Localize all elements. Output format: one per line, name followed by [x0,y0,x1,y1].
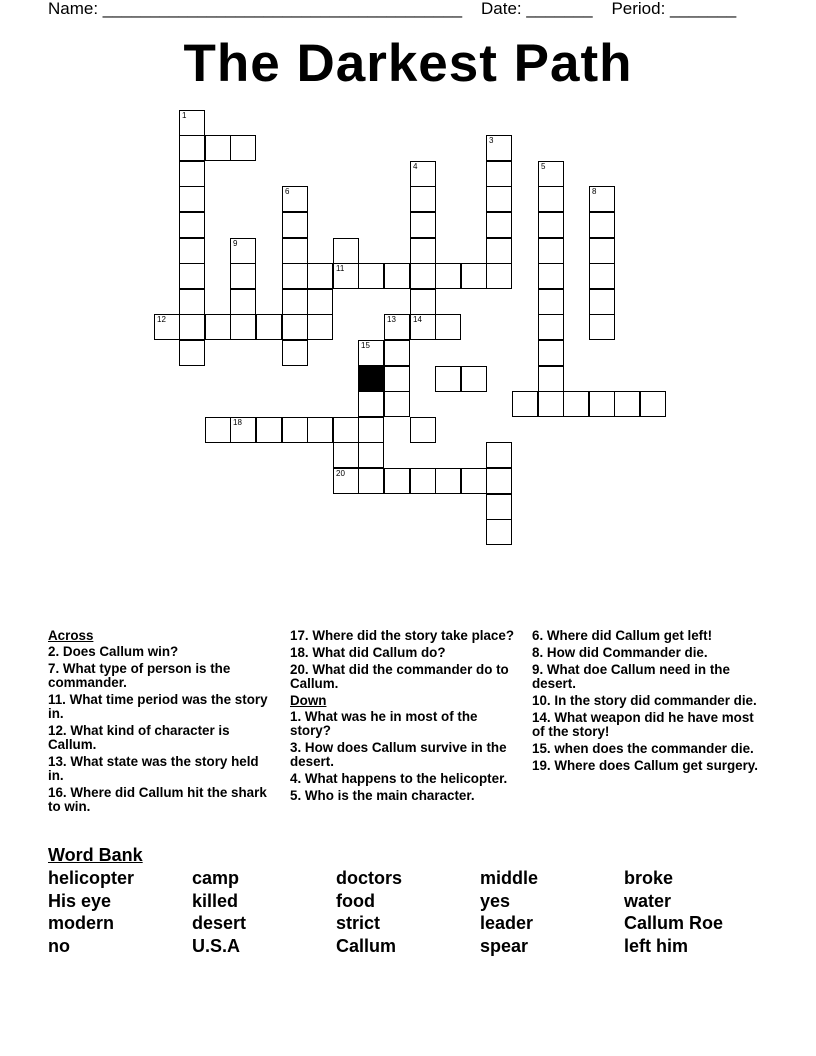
word-bank-item: water [624,890,672,911]
grid-cell[interactable] [589,289,615,315]
word-bank-item: His eye [48,890,112,911]
clue-text: What did the commander do to Callum. [290,662,509,691]
grid-cell[interactable] [384,263,410,289]
grid-cell[interactable] [179,161,205,187]
grid-cell[interactable] [205,417,231,443]
grid-cell[interactable] [589,186,615,212]
word-bank-item: Callum [336,935,397,956]
grid-cell[interactable] [230,263,256,289]
clue-text: What state was the story held in. [48,754,259,783]
clue [532,663,764,691]
grid-cell[interactable] [486,519,512,545]
grid-cell[interactable] [282,340,308,366]
grid-cell[interactable] [410,161,436,187]
down-heading: Down [290,693,327,708]
clue-number: 18. [290,645,309,660]
clue-text: What weapon did he have most of the story! [532,710,754,739]
grid-cell[interactable] [230,417,256,443]
clue [290,646,518,660]
clue-text: What kind of character is Callum. [48,723,230,752]
clue-number: 4. [290,771,302,786]
grid-cell[interactable] [282,238,308,264]
clue-number: 14. [532,710,551,725]
word-bank-item: strict [336,913,381,934]
grid-cell[interactable] [282,263,308,289]
clue-text: How does Callum survive in the desert. [290,740,507,769]
grid-cell[interactable] [179,212,205,238]
clue [48,662,276,690]
word-bank-item: modern [48,913,115,934]
grid-cell[interactable] [333,263,359,289]
grid-cell[interactable] [538,289,564,315]
grid-cell[interactable] [461,366,487,392]
grid-cell[interactable] [486,238,512,264]
grid-cell[interactable] [486,161,512,187]
clue-text: What was he in most of the story? [290,709,478,738]
clue [532,759,764,773]
grid-cell[interactable] [563,391,589,417]
period-field-label: Period: _______ [611,0,737,18]
grid-cell[interactable] [410,186,436,212]
grid-cell[interactable] [410,468,436,494]
grid-cell[interactable] [282,289,308,315]
word-bank-item: Callum Roe [624,913,724,934]
grid-cell[interactable] [205,314,231,340]
clue [48,645,276,659]
clue [290,741,518,769]
grid-cell[interactable] [230,289,256,315]
word-bank [48,867,768,957]
grid-cell[interactable] [410,289,436,315]
clue-number: 17. [290,628,309,643]
clue-text: Does Callum win? [59,644,179,659]
grid-cell[interactable] [179,135,205,161]
clue-number: 20 [336,469,345,478]
grid-cell[interactable] [179,263,205,289]
grid-cell[interactable] [358,391,384,417]
clue [48,693,276,721]
word-bank-item: broke [624,868,674,888]
clue [532,629,764,643]
grid-cell[interactable] [179,186,205,212]
grid-cell[interactable] [589,391,615,417]
grid-cell[interactable] [282,212,308,238]
word-bank-item: U.S.A [192,935,241,956]
grid-cell[interactable] [538,186,564,212]
word-bank-item: killed [192,890,239,911]
clues-column-3 [532,629,764,776]
grid-cell[interactable] [538,238,564,264]
clue-number: 3 [489,136,494,145]
word-bank-item: food [336,890,375,911]
grid-cell[interactable] [538,263,564,289]
grid-cell[interactable] [486,442,512,468]
grid-cell[interactable] [486,212,512,238]
grid-cell-black [358,366,384,392]
clue [48,755,276,783]
grid-cell[interactable] [538,391,564,417]
clue [532,711,764,739]
word-bank-title: Word Bank [48,845,143,865]
grid-cell[interactable] [205,135,231,161]
clue [290,663,518,691]
clue [532,694,764,708]
grid-cell[interactable] [640,391,666,417]
date-field-label: Date: _______ [480,0,593,18]
clue-number: 16. [48,785,67,800]
grid-cell[interactable] [538,314,564,340]
grid-cell[interactable] [384,340,410,366]
grid-cell[interactable] [410,212,436,238]
grid-cell[interactable] [358,263,384,289]
grid-cell[interactable] [486,186,512,212]
grid-cell[interactable] [384,391,410,417]
grid-cell[interactable] [307,417,333,443]
grid-cell[interactable] [435,263,461,289]
clues-column-2 [290,629,518,806]
clues-column-1 [48,629,276,817]
grid-cell[interactable] [333,468,359,494]
grid-cell[interactable] [154,314,180,340]
clue-number: 5. [290,788,302,803]
clue [48,786,276,814]
grid-cell[interactable] [333,417,359,443]
clue [48,724,276,752]
clue-text: How did Commander die. [543,645,708,660]
grid-cell[interactable] [230,238,256,264]
clue-number: 11 [336,264,345,273]
word-bank-item: doctors [336,868,403,888]
clue-number: 11. [48,692,66,707]
grid-cell[interactable] [410,417,436,443]
grid-cell[interactable] [358,442,384,468]
grid-cell[interactable] [435,468,461,494]
grid-cell[interactable] [435,314,461,340]
clue-number: 12. [48,723,67,738]
grid-cell[interactable] [179,289,205,315]
clue-number: 3. [290,740,302,755]
grid-cell[interactable] [589,238,615,264]
clue-number: 9 [233,239,238,248]
grid-cell[interactable] [589,263,615,289]
word-bank-item: leader [480,913,534,934]
grid-cell[interactable] [384,314,410,340]
grid-cell[interactable] [256,314,282,340]
clue-text: Where did the story take place? [308,628,515,643]
grid-cell[interactable] [538,161,564,187]
grid-cell[interactable] [333,238,359,264]
grid-cell[interactable] [179,314,205,340]
clue-number: 5 [541,162,546,171]
clue-text: Who is the main character. [301,788,475,803]
clue-number: 8 [592,187,597,196]
clue [290,629,518,643]
clue [290,772,518,786]
clue-number: 1. [290,709,302,724]
grid-cell[interactable] [486,468,512,494]
grid-cell[interactable] [461,263,487,289]
clue-number: 8. [532,645,544,660]
word-bank-item: no [48,935,70,956]
grid-cell[interactable] [512,391,538,417]
grid-cell[interactable] [307,289,333,315]
clue-number: 15 [361,341,370,350]
grid-cell[interactable] [486,135,512,161]
grid-cell[interactable] [282,186,308,212]
word-bank-item: yes [480,890,511,911]
word-bank-item: middle [480,868,539,888]
grid-cell[interactable] [333,442,359,468]
grid-cell[interactable] [486,494,512,520]
grid-cell[interactable] [435,366,461,392]
word-bank-item: desert [192,913,247,934]
grid-cell[interactable] [410,263,436,289]
grid-cell[interactable] [538,340,564,366]
clue-number: 6. [532,628,544,643]
clue-number: 13 [387,315,396,324]
clue-text: Where did Callum hit the shark to win. [48,785,267,814]
grid-cell[interactable] [179,238,205,264]
grid-cell[interactable] [230,135,256,161]
word-bank-item: camp [192,868,240,888]
clue-number: 19. [532,758,551,773]
grid-cell[interactable] [614,391,640,417]
grid-cell[interactable] [358,468,384,494]
clue-number: 20. [290,662,309,677]
name-field-label: Name: ______________________________________ [48,0,463,18]
grid-cell[interactable] [179,340,205,366]
clue-number: 10. [532,693,551,708]
clue-number: 18 [233,418,242,427]
clue [532,742,764,756]
word-bank-item: left him [624,935,689,956]
clue [290,789,518,803]
grid-cell[interactable] [358,340,384,366]
clue [532,646,764,660]
grid-cell[interactable] [538,212,564,238]
clue-text: In the story did commander die. [550,693,757,708]
clue-number: 4 [413,162,418,171]
grid-cell[interactable] [410,314,436,340]
grid-cell[interactable] [410,238,436,264]
clue-text: What type of person is the commander. [48,661,231,690]
clue-text: What doe Callum need in the desert. [532,662,730,691]
clue-text: Where does Callum get surgery. [550,758,758,773]
clue-number: 14 [413,315,422,324]
clue-number: 1 [182,111,187,120]
clue-number: 13. [48,754,67,769]
clue-text: when does the commander die. [550,741,754,756]
clue-number: 2. [48,644,60,659]
clue-number: 6 [285,187,290,196]
clue-text: Where did Callum get left! [543,628,713,643]
grid-cell[interactable] [282,314,308,340]
grid-cell[interactable] [538,366,564,392]
grid-cell[interactable] [256,417,282,443]
clue-number: 12 [157,315,166,324]
clue-number: 9. [532,662,544,677]
grid-cell[interactable] [282,417,308,443]
grid-cell[interactable] [307,263,333,289]
grid-cell[interactable] [307,314,333,340]
grid-cell[interactable] [461,468,487,494]
clue-number: 7. [48,661,60,676]
grid-cell[interactable] [230,314,256,340]
puzzle-title: The Darkest Path [183,34,633,93]
grid-cell[interactable] [384,468,410,494]
word-bank-item: helicopter [48,868,135,888]
clue-text: What happens to the helicopter. [301,771,508,786]
across-heading: Across [48,628,94,643]
grid-cell[interactable] [179,110,205,136]
word-bank-item: spear [480,935,529,956]
grid-cell[interactable] [589,314,615,340]
grid-cell[interactable] [486,263,512,289]
grid-cell[interactable] [589,212,615,238]
grid-cell[interactable] [384,366,410,392]
grid-cell[interactable] [358,417,384,443]
clue-text: What time period was the story in. [48,692,268,721]
clue-number: 15. [532,741,551,756]
clue [290,710,518,738]
clue-text: What did Callum do? [308,645,446,660]
